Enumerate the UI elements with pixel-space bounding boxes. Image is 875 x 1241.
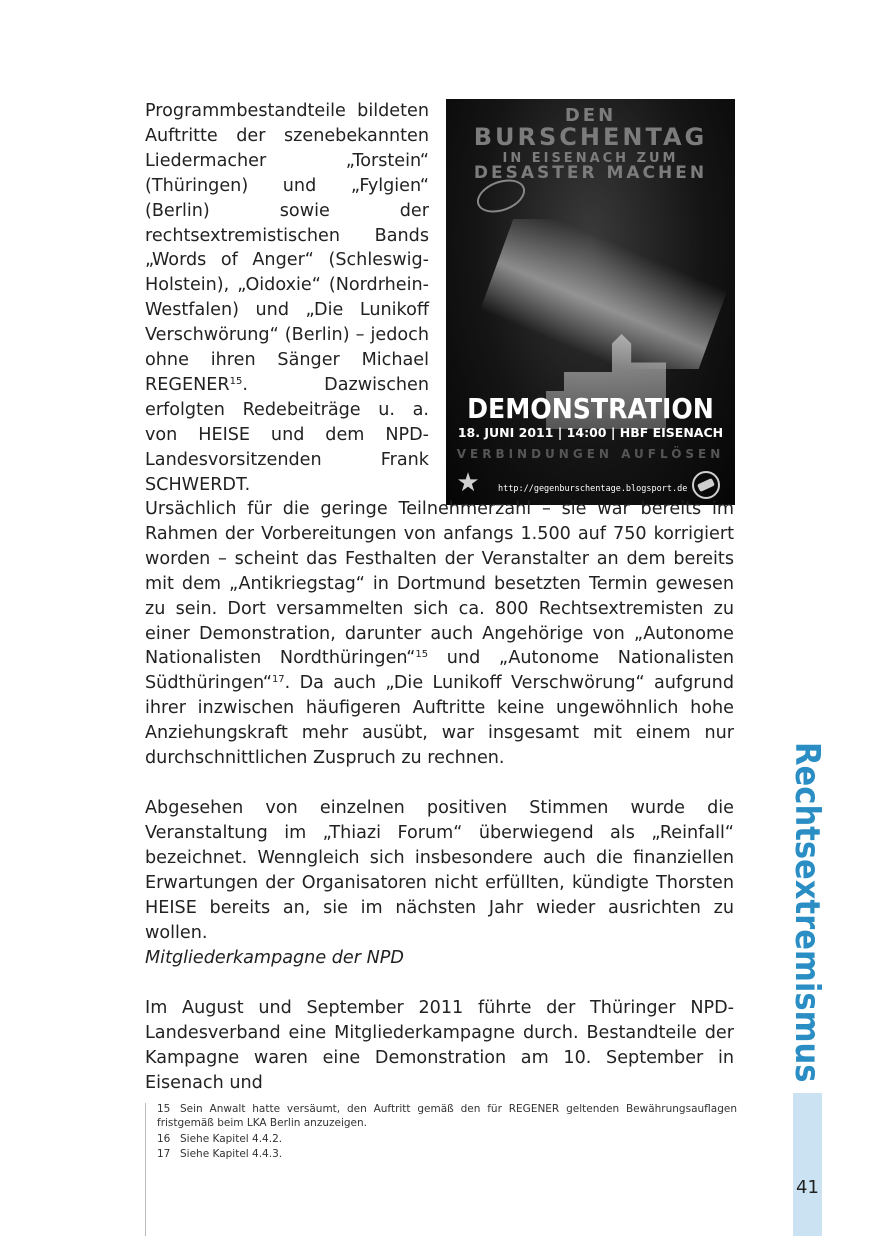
- demonstration-poster-image: [446, 99, 735, 505]
- footnote-text: Siehe Kapitel 4.4.3.: [180, 1148, 283, 1160]
- paragraph-1: [145, 99, 429, 498]
- page-tab: [793, 1093, 822, 1236]
- poster-url: http://gegenburschentage.blogsport.de: [498, 484, 688, 494]
- poster-line-3: IN EISENACH ZUM: [502, 151, 679, 166]
- poster-line-2: BURSCHENTAG: [473, 123, 708, 151]
- paragraph-2-text-c: . Da auch „Die Lunikoff Verschwörung“ aufgrund ihrer inzwischen häufigeren Auftritte keine ungewöhnlich hohe Anziehungskraft mehr ausübt, war insgesamt mit einem nur durchschnittlichen Zuspruch zu rechnen.: [145, 673, 734, 769]
- footnote-number: 17: [157, 1148, 171, 1160]
- poster-demonstration-title: DEMONSTRATION: [467, 392, 714, 425]
- paragraph-1-text: Programmbestandteile bildeten Auftritte der szenebekannten Liedermacher „Torstein“ (Thüringen) und „Fylgien“ (Berlin) sowie der rechtsextremistischen Bands „Words of Anger“ (Schleswig-Holstein), „Oidoxie“ (Nordrhein-Westfalen) und „Die Lunikoff Verschwörung“ (Berlin) – jedoch ohne ihren Sänger Michael REGENER: [145, 101, 429, 395]
- footnote-17: [157, 1148, 737, 1162]
- paragraph-2-text-b: und „Autonome Nationalisten Südthüringen“: [145, 648, 734, 694]
- paragraph-2: [145, 497, 734, 771]
- footnote-text: Siehe Kapitel 4.4.2.: [180, 1133, 283, 1145]
- paragraph-3: Abgesehen von einzelnen positiven Stimmen wurde die Veranstaltung im „Thiazi Forum“ überwiegend als „Reinfall“ bezeichnet. Wenngleich sich insbesondere auch die finanziellen Erwartungen der Organisatoren nicht erfüllten, kündigte Thorsten HEISE bereits an, sie im nächsten Jahr wieder ausrichten zu wollen.: [145, 798, 734, 943]
- paragraph-4: Im August und September 2011 führte der Thüringer NPD-Landesverband eine Mitgliederkampagne durch. Bestandteile der Kampagne waren eine Demonstration am 10. September in Eisenach und: [145, 998, 734, 1093]
- page-number: 41: [796, 1177, 819, 1198]
- searchlight-beam: [459, 219, 735, 369]
- chapter-side-title: Rechtsextremismus: [787, 742, 827, 1083]
- poster-date: 18. JUNI 2011 | 14:00 | HBF EISENACH: [457, 425, 724, 440]
- paragraph-2-text-a: Ursächlich für die geringe Teilnehmerzahl – sie war bereits im Rahmen der Vorbereitungen von anfangs 1.500 auf 750 korrigiert worden – scheint das Festhalten der Veranstalter an dem bereits mit dem „Antikriegstag“ in Dortmund besetzten Termin gewesen zu sein. Dort versammelten sich ca. 800 Rechtsextremisten zu einer Demonstration, darunter auch Angehörige von „Autonome Nationalisten Nordthüringen“: [145, 499, 734, 669]
- footnote-15: [157, 1103, 737, 1130]
- footnote-ref-15b[interactable]: 15: [415, 649, 429, 661]
- footnote-16: [157, 1133, 737, 1147]
- paragraph-1-tail: . Dazwischen erfolgten Redebeiträge u. a. von HEISE und dem NPD-Landesvorsitzenden Frank SCHWERDT.: [145, 374, 429, 495]
- footnote-ref-17[interactable]: 17: [271, 674, 285, 686]
- star-icon: ★: [456, 468, 480, 498]
- footnote-ref-15[interactable]: 15: [229, 375, 243, 387]
- section-heading: Mitgliederkampagne der NPD: [145, 948, 404, 968]
- poster-subtitle: VERBINDUNGEN AUFLÖSEN: [456, 447, 725, 461]
- footnote-text: Sein Anwalt hatte versäumt, den Auftritt gemäß den für REGENER geltenden Bewährungsauflagen fristgemäß beim LKA Berlin anzuzeigen.: [157, 1103, 737, 1129]
- footnote-number: 15: [157, 1103, 171, 1115]
- poster-line-1: DEN: [564, 105, 617, 126]
- poster-line-4: DESASTER MACHEN: [473, 163, 708, 183]
- antifa-logo-icon: [692, 471, 720, 499]
- footnote-number: 16: [157, 1133, 171, 1145]
- footnote-divider: [145, 1103, 146, 1236]
